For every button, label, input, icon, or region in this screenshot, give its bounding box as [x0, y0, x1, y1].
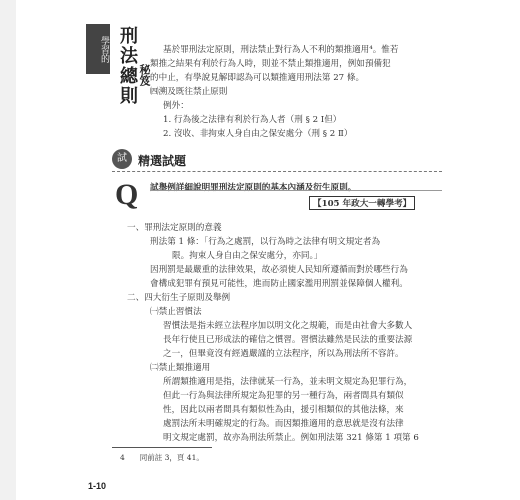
footnote-divider [112, 447, 212, 448]
section-heading [112, 149, 442, 171]
answer-heading: 二、四大衍生子原則及舉例 [127, 293, 231, 303]
article-quote: 限。拘束人身自由之保安處分，亦同。」 [172, 251, 323, 261]
paragraph-line: 因刑罰是最嚴重的法律效果，故必須使人民知所遵循而對於哪些行為 [150, 265, 408, 275]
article-quote: 刑法第 1 條：「行為之處罰，以行為時之法律有明文規定者為 [150, 237, 381, 247]
logo-subtitle: 秘笈 [138, 64, 151, 86]
page-side-strip [0, 0, 16, 500]
paragraph-line: 明文規定處罰，故亦為刑法所禁止。例如刑法第 321 條第 1 項第 6 [163, 433, 419, 443]
paragraph-line: 基於罪刑法定原則，刑法禁止對行為人不利的類推適用⁴。惟若 [163, 45, 399, 55]
paragraph-line: 會構成犯罪有預見可能性，進而防止國家濫用刑罰並保障個人權利。 [150, 279, 408, 289]
example-item: 1. 行為後之法律有利於行為人者（刑 § 2 Ⅰ但） [163, 115, 342, 125]
question-divider [150, 190, 442, 191]
page-number: 1-10 [88, 481, 107, 491]
section-divider [112, 171, 442, 172]
question-text: 試舉例詳細說明罪刑法定原則的基本內涵及衍生原則。 [150, 183, 357, 193]
footnote: 4 同前註 3，頁 41。 [120, 453, 204, 462]
subsection-title: ㈣溯及既往禁止原則 [150, 87, 228, 97]
example-item: 2. 沒收、非拘束人身自由之保安處分（刑 § 2 Ⅱ） [163, 129, 353, 139]
logo-seal: 學習的 [86, 24, 110, 74]
subsection-title: ㈠禁止習慣法 [150, 307, 202, 317]
paragraph-line: 類推之結果有利於行為人時，則並不禁止類推適用，例如預備犯 [150, 59, 391, 69]
paragraph-line: 長年行使且已形成法的確信之慣習。習慣法雖然是民法的重要法源 [163, 335, 413, 345]
paragraph-line: 處罰法所未明確規定的行為。而因類推適用的意思就是沒有法律 [163, 419, 404, 429]
book-logo [86, 24, 156, 110]
paragraph-line: 之一，但畢竟沒有經過嚴謹的立法程序，所以為刑法所不容許。 [163, 349, 404, 359]
logo-title: 刑法總則 [117, 26, 138, 106]
question-source: 【105 年政大一轉學考】 [309, 196, 415, 210]
exam-badge-icon: 試 [112, 149, 132, 169]
section-title: 精選試題 [138, 154, 187, 168]
answer-heading: 一、罪刑法定原則的意義 [127, 223, 222, 233]
question-marker: Q [115, 178, 139, 211]
paragraph-line: 所謂類推適用是指，法律就某一行為，並未明文規定為犯罪行為， [163, 377, 413, 387]
paragraph-line: 的中止，有學說見解即認為可以類推適用刑法第 27 條。 [150, 73, 365, 83]
example-label: 例外： [163, 101, 189, 111]
subsection-title: ㈡禁止類推適用 [150, 363, 211, 373]
paragraph-line: 性，因此以兩者間具有類似性為由，援引相類似的其他法條，來 [163, 405, 404, 415]
paragraph-line: 但此一行為與法律所規定為犯罪的另一種行為，兩者間具有類似 [163, 391, 404, 401]
paragraph-line: 習慣法是指未經立法程序加以明文化之規範，而是由社會大多數人 [163, 321, 413, 331]
